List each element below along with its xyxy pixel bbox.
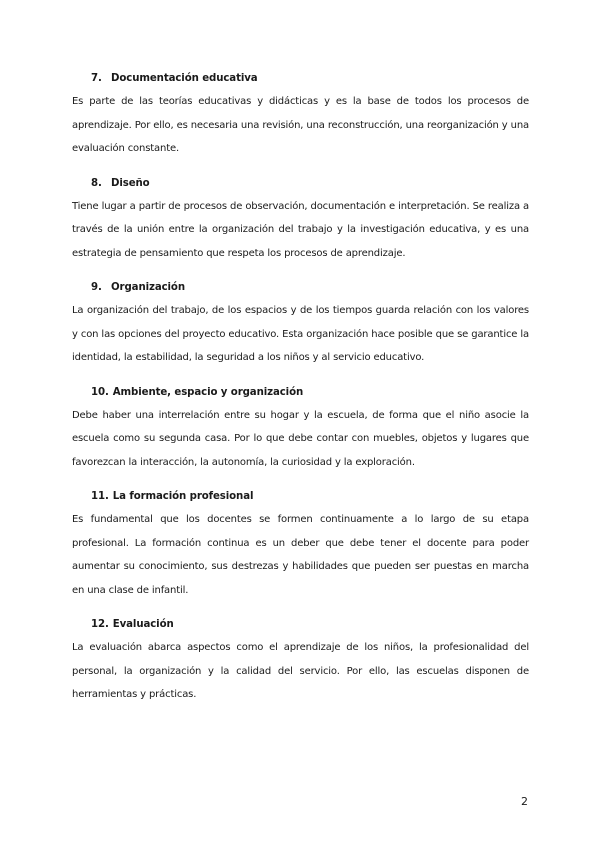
section-heading	[91, 616, 529, 634]
section-title: Evaluación	[112, 619, 174, 630]
section-paragraph: La evaluación abarca aspectos como el aprendizaje de los niños, la profesionalidad del personal, la organización y la calidad del servicio. Por ello, las escuelas disponen de herramientas y prácticas.	[72, 642, 529, 700]
section-paragraph: La organización del trabajo, de los espacios y de los tiempos guarda relación con los valores y con las opciones del proyecto educativo. Esta organización hace posible que se garantice la identidad, la estabilidad, la seguridad a los niños y al servicio educativo.	[72, 305, 529, 363]
section-ambiente-espacio-organizacion	[72, 384, 529, 475]
section-number: 7.	[91, 73, 102, 84]
section-title: Organización	[111, 282, 185, 293]
page-number: 2	[521, 795, 528, 808]
section-title: Ambiente, espacio y organización	[112, 386, 304, 398]
section-title: Diseño	[111, 177, 150, 189]
section-evaluacion	[72, 616, 529, 707]
section-paragraph: Es fundamental que los docentes se formen continuamente a lo largo de su etapa profesional. La formación continua es un deber que debe tener el docente para poder aumentar su conocimiento, sus destrezas y habilidades que pueden ser puestas en marcha en una clase de infantil.	[72, 514, 529, 596]
section-paragraph: Tiene lugar a partir de procesos de observación, documentación e interpretación. Se realiza a través de la unión entre la organización del trabajo y la investigación educativa, y es una estrategia de pensamiento que respeta los procesos de aprendizaje.	[72, 200, 529, 259]
section-heading	[91, 488, 529, 506]
section-number: 12.	[91, 619, 109, 630]
section-heading	[91, 70, 529, 88]
section-heading	[91, 384, 529, 402]
section-number: 8.	[91, 177, 102, 189]
section-organizacion	[72, 279, 529, 370]
section-title: La formación profesional	[112, 491, 254, 502]
section-formacion-profesional	[72, 488, 529, 602]
section-diseno	[72, 175, 529, 266]
section-number: 10.	[91, 386, 109, 398]
section-paragraph: Es parte de las teorías educativas y didácticas y es la base de todos los procesos de aprendizaje. Por ello, es necesaria una revisión, una reconstrucción, una reorganización y una evaluación constante.	[72, 96, 529, 154]
section-documentacion-educativa	[72, 70, 529, 161]
section-heading	[91, 175, 529, 193]
section-number: 9.	[91, 282, 102, 293]
section-heading	[91, 279, 529, 297]
section-number: 11.	[91, 491, 109, 502]
page-content	[72, 70, 529, 721]
section-paragraph: Debe haber una interrelación entre su hogar y la escuela, de forma que el niño asocie la escuela como su segunda casa. Por lo que debe contar con muebles, objetos y lugares que favorezcan la interacción, la autonomía, la curiosidad y la exploración.	[72, 409, 529, 468]
section-title: Documentación educativa	[111, 73, 258, 84]
